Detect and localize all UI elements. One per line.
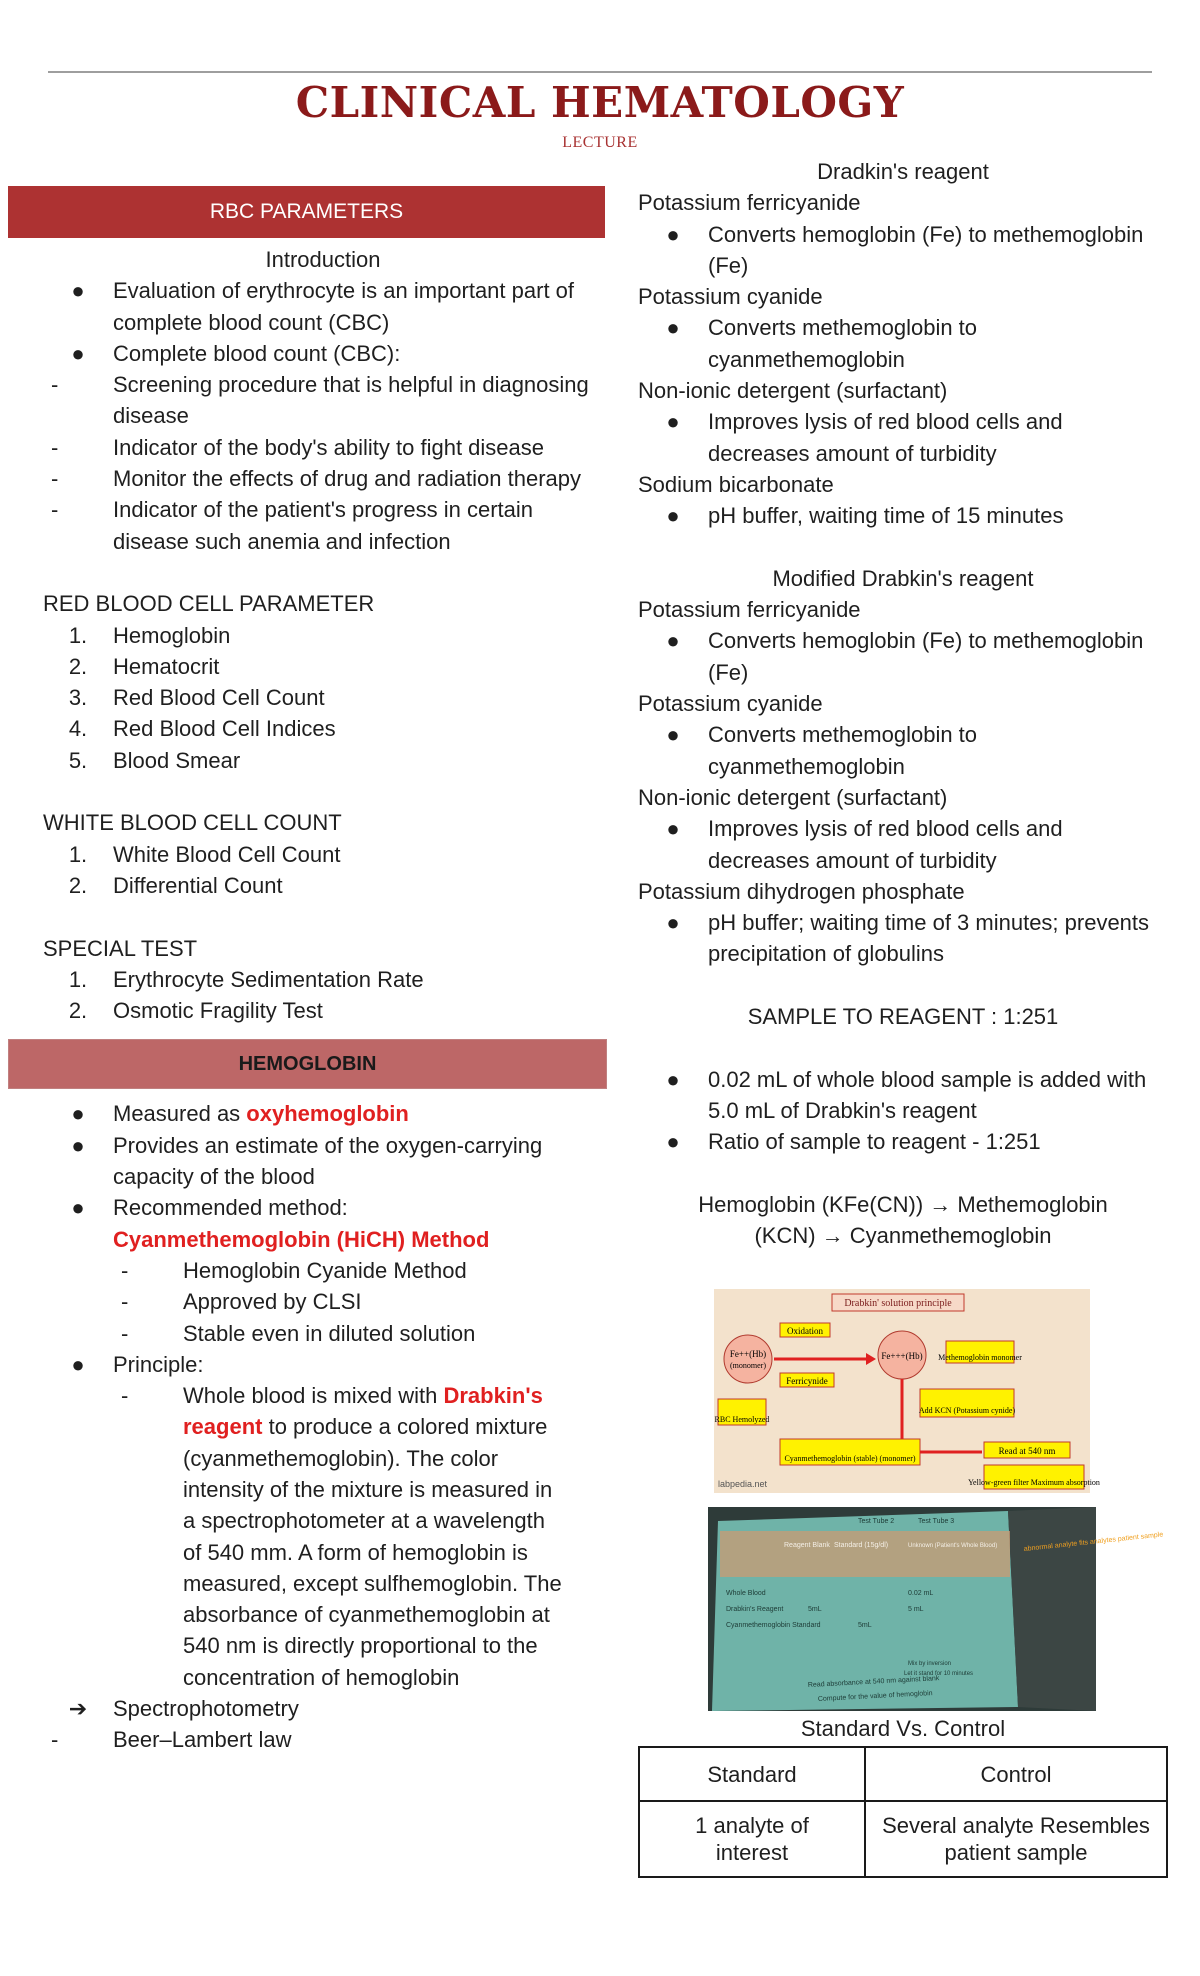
ratio-heading: SAMPLE TO REAGENT : 1:251	[747, 1004, 1059, 1030]
cell-value: 0.02 mL	[908, 1590, 934, 1597]
table-cell: Several analyte Resembles patient sample	[865, 1801, 1167, 1877]
dradkin-heading: Dradkin's reagent	[817, 159, 989, 184]
list-item: 1. Hemoglobin	[68, 622, 231, 648]
list-item: ● Improves lysis of red blood cells and decreases amount of turbidity	[666, 816, 1063, 873]
fe2-circle	[724, 1335, 772, 1383]
drabkin-term: Drabkin's reagent	[183, 1383, 543, 1440]
table-header-band	[720, 1531, 1010, 1577]
list-item: - Monitor the effects of drug and radiation therapy	[51, 466, 581, 492]
list-item: - Beer–Lambert law	[51, 1727, 292, 1753]
methemoglobin-label: Methemoglobin monomer	[938, 1353, 1022, 1362]
table-header-cell: Control	[865, 1747, 1167, 1801]
list-item: - Indicator of the body's ability to fight disease	[51, 434, 545, 460]
top-rule	[48, 71, 1152, 73]
list-item: - Screening procedure that is helpful in diagnosing disease	[51, 372, 589, 429]
list-item: 3. Red Blood Cell Count	[68, 685, 325, 711]
row-whole-blood: Whole Blood	[726, 1590, 766, 1597]
right-column	[638, 156, 1168, 1251]
list-item: ● pH buffer; waiting time of 3 minutes; prevents precipitation of globulins	[666, 910, 1150, 967]
wall-shadow	[1008, 1507, 1096, 1711]
step-stand: Let it stand for 10 minutes	[904, 1671, 974, 1677]
read-label: Read at 540 nm	[998, 1446, 1056, 1456]
kcn-label: Add KCN (Potassium cynide)	[918, 1406, 1016, 1415]
list-item: ● 0.02 mL of whole blood sample is added with 5.0 mL of Drabkin's reagent	[666, 1066, 1147, 1123]
col-standard: Standard (15g/dl)	[834, 1542, 889, 1549]
table-header-cell: Standard	[639, 1747, 865, 1801]
intro-heading: Introduction	[265, 247, 381, 272]
standard-vs-control-title: Standard Vs. Control	[800, 1716, 1006, 1741]
method-name: Cyanmethemoglobin (HiCH) Method	[113, 1226, 490, 1252]
filter-label: Yellow-green filter Maximum absorption	[968, 1478, 1100, 1487]
handwritten-note: abnormal analyte fits analytes patient sample	[1023, 1531, 1164, 1553]
reagent-component: Non-ionic detergent (surfactant)	[638, 378, 948, 404]
reaction-equation: Hemoglobin (KFe(CN)) → Methemoglobin (KCN) → Cyanmethemoglobin	[698, 1191, 1108, 1249]
list-item: 2. Osmotic Fragility Test	[68, 998, 323, 1024]
wbc-heading: WHITE BLOOD CELL COUNT	[43, 810, 342, 836]
cell-value: 5 mL	[908, 1606, 924, 1613]
rbc-parameters-banner: RBC PARAMETERS	[8, 186, 605, 238]
oxidation-label: Oxidation	[787, 1326, 823, 1336]
hemoglobin-banner: HEMOGLOBIN	[8, 1039, 607, 1089]
reagent-component: Potassium ferricyanide	[638, 597, 861, 623]
cell-value: 5mL	[808, 1606, 822, 1613]
list-item: 1. White Blood Cell Count	[68, 841, 341, 867]
list-item: ● Ratio of sample to reagent - 1:251	[666, 1129, 1041, 1155]
test-tube-labels: Test Tube 2	[858, 1518, 895, 1525]
list-item: - Indicator of the patient's progress in certain disease such anemia and infection	[51, 497, 533, 554]
list-item: - Stable even in diluted solution	[121, 1320, 476, 1346]
diagram-source: labpedia.net	[718, 1479, 768, 1489]
row-drabkin: Drabkin's Reagent	[726, 1606, 784, 1613]
list-item: - Whole blood is mixed with Drabkin's reagent to produce a colored mixture (cyanmethemoglobin). The color intensity of the mixture is measured in a spectrophotometer at a wavelength of 540 mm. A form of hemoglobin is measured, except sulfhemoglobin. The absorbance of cyanmethemoglobin at 540 nm is directly proportional to the concentration of hemoglobin	[121, 1383, 562, 1690]
left-column	[43, 186, 603, 1756]
reagent-component: Potassium cyanide	[638, 284, 823, 310]
modified-drabkin-heading: Modified Drabkin's reagent	[772, 565, 1034, 591]
cell-value: 5mL	[858, 1622, 872, 1629]
col-unknown: Unknown (Patient's Whole Blood)	[908, 1543, 998, 1549]
page-subtitle: LECTURE	[562, 134, 638, 151]
rbc-label: RBC Hemolyzed	[714, 1415, 770, 1424]
list-item: - Hemoglobin Cyanide Method	[121, 1257, 467, 1283]
reagent-component: Potassium dihydrogen phosphate	[638, 878, 965, 904]
standard-vs-control-table	[638, 1746, 1168, 1878]
list-item: ● Evaluation of erythrocyte is an important part of complete blood count (CBC)	[71, 278, 575, 335]
step-read: Read absorbance at 540 nm against blank	[807, 1675, 940, 1689]
drabkin-principle-diagram	[714, 1289, 1100, 1493]
list-item: ● Converts methemoglobin to cyanmethemoglobin	[666, 315, 978, 372]
reagent-component: Potassium ferricyanide	[638, 190, 861, 216]
list-item: ● Recommended method: Cyanmethemoglobin (HiCH) Method	[71, 1195, 490, 1252]
col-reagent-blank: Reagent Blank	[784, 1542, 830, 1549]
ferricynide-label: Ferricynide	[786, 1376, 828, 1386]
page-title: CLINICAL HEMATOLOGY	[295, 78, 905, 127]
list-item: ● pH buffer, waiting time of 15 minutes	[666, 503, 1064, 529]
procedure-table-photo	[708, 1507, 1164, 1711]
step-mix: Mix by inversion	[908, 1661, 952, 1667]
list-item: ● Measured as oxyhemoglobin	[71, 1101, 409, 1127]
oxyhemoglobin-term: oxyhemoglobin	[246, 1101, 409, 1127]
reagent-component: Sodium bicarbonate	[638, 471, 834, 497]
cyanmet-label: Cyanmethemoglobin (stable) (monomer)	[784, 1454, 916, 1463]
fe3-label: Fe+++(Hb)	[881, 1351, 923, 1361]
list-item: 5. Blood Smear	[68, 747, 241, 773]
test-tube-label: Test Tube 3	[918, 1518, 955, 1525]
list-item: ● Complete blood count (CBC):	[71, 340, 401, 366]
list-item: 1. Erythrocyte Sedimentation Rate	[68, 966, 424, 992]
list-item: ● Provides an estimate of the oxygen-carrying capacity of the blood	[71, 1132, 543, 1190]
reagent-component: Non-ionic detergent (surfactant)	[638, 784, 948, 810]
monomer-label: (monomer)	[730, 1361, 766, 1370]
list-item: ➔ Spectrophotometry	[68, 1696, 299, 1722]
table-row	[639, 1801, 1167, 1877]
list-item: ● Converts hemoglobin (Fe) to methemoglobin (Fe)	[666, 628, 1144, 685]
list-item: 2. Hematocrit	[68, 653, 220, 679]
rbc-parameter-heading: RED BLOOD CELL PARAMETER	[43, 591, 375, 617]
diagram-title: Drabkin' solution principle	[844, 1298, 952, 1309]
fe2-label: Fe++(Hb)	[729, 1349, 767, 1359]
special-test-heading: SPECIAL TEST	[43, 935, 198, 961]
reagent-component: Potassium cyanide	[638, 691, 823, 717]
list-item: ● Converts hemoglobin (Fe) to methemoglobin (Fe)	[666, 221, 1144, 278]
list-item: 4. Red Blood Cell Indices	[68, 716, 336, 742]
row-cyanmet-standard: Cyanmethemoglobin Standard	[726, 1622, 821, 1629]
list-item: ● Converts methemoglobin to cyanmethemoglobin	[666, 722, 978, 779]
list-item: ● Improves lysis of red blood cells and decreases amount of turbidity	[666, 409, 1063, 466]
list-item: - Approved by CLSI	[121, 1289, 362, 1315]
step-compute: Compute for the value of hemoglobin	[817, 1689, 933, 1703]
list-item: ● Principle:	[71, 1351, 204, 1377]
list-item: 2. Differential Count	[68, 872, 283, 898]
table-row	[639, 1747, 1167, 1801]
table-cell: 1 analyte of interest	[639, 1801, 865, 1877]
